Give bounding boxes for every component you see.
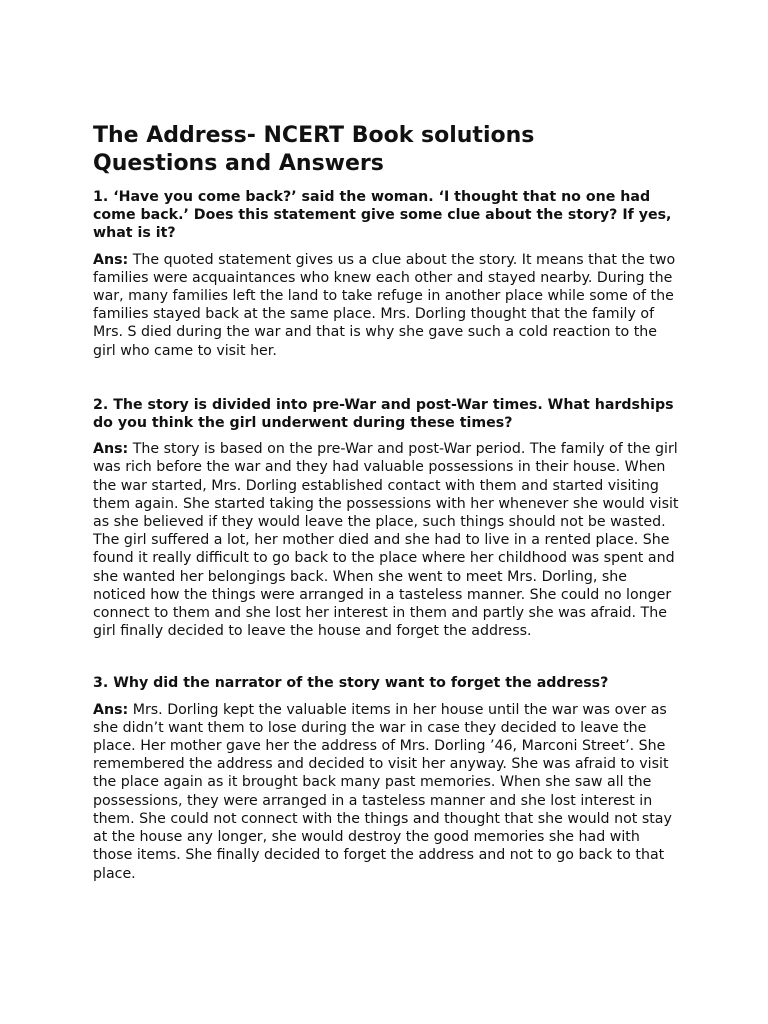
qa-item-1 — [93, 188, 683, 360]
spacer — [93, 360, 683, 396]
answer-2-text: The story is based on the pre-War and post-War period. The family of the girl was rich before the war and they had valuable possessions in their house. When the war started, Mrs. Dorling established contact with them and started visiting them again. She started taking the possessions with her whenever she would visit as she believed if they would leave the place, such things should not be wasted. The girl suffered a lot, her mother died and she had to live in a rented place. She found it really difficult to go back to the place where her childhood was spent and she wanted her belongings back. When she went to meet Mrs. Dorling, she noticed how the things were arranged in a tasteless manner. She could no longer connect to them and she lost her interest in them and partly she was afraid. The girl finally decided to leave the house and forget the address. — [93, 441, 679, 640]
question-1: 1. ‘Have you come back?’ said the woman. ‘I thought that no one had come back.’ Does this statement give some clue about the story? If yes, what is it? — [93, 189, 672, 242]
answer-1-text: The quoted statement gives us a clue about the story. It means that the two families were acquaintances who knew each other and stayed nearby. During the war, many families left the land to take refuge in another place while some of the families stayed back at the same place. Mrs. Dorling thought that the family of Mrs. S died during the war and that is why she gave such a cold reaction to the girl who came to visit her. — [93, 251, 676, 359]
answer-1 — [93, 251, 683, 360]
document-page — [93, 122, 683, 883]
spacer — [93, 640, 683, 674]
question-2: 2. The story is divided into pre-War and post-War times. What hardships do you think the girl underwent during these times? — [93, 396, 674, 432]
answer-label: Ans: — [93, 251, 129, 268]
title-line-2: Questions and Answers — [93, 151, 384, 176]
qa-item-3 — [93, 674, 683, 882]
answer-label: Ans: — [93, 441, 129, 458]
qa-item-2 — [93, 396, 683, 641]
document-title — [93, 122, 683, 178]
question-3: 3. Why did the narrator of the story want to forget the address? — [93, 675, 609, 692]
title-line-1: The Address- NCERT Book solutions — [93, 123, 535, 148]
answer-3-text: Mrs. Dorling kept the valuable items in her house until the war was over as she didn’t want them to lose during the war in case they decided to leave the place. Her mother gave her the address of Mrs. Dorling ’46, Marconi Street’. She remembered the address and decided to visit her anyway. She was afraid to visit the place again as it brought back many past memories. When she saw all the possessions, they were arranged in a tasteless manner and she lost interest in them. She could not connect with the things and thought that she would not stay at the house any longer, she would destroy the good memories she had with those items. She finally decided to forget the address and not to go back to that place. — [93, 701, 672, 882]
answer-label: Ans: — [93, 701, 129, 718]
answer-2 — [93, 440, 683, 640]
answer-3 — [93, 701, 683, 883]
